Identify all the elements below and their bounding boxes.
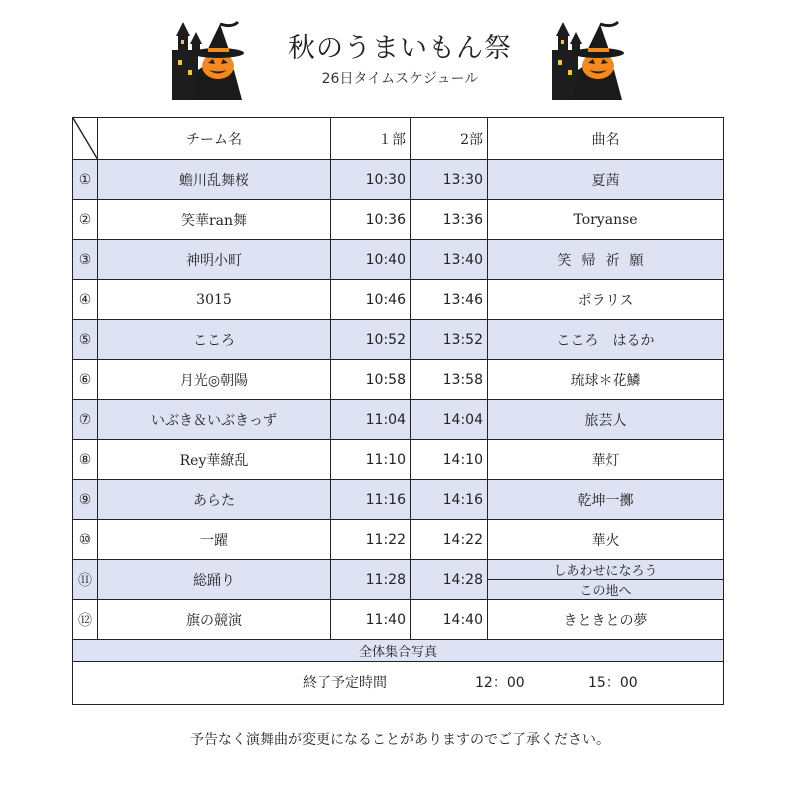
table-row [73, 360, 724, 400]
song-name: 夏茜 [488, 160, 724, 200]
part2-time: 13:58 [411, 360, 488, 400]
team-name: 3015 [98, 280, 331, 320]
part1-time: 10:52 [331, 320, 411, 360]
table-row [73, 240, 724, 280]
part1-time: 10:30 [331, 160, 411, 200]
team-name: 総踊り [98, 560, 331, 600]
team-name: 旗の競演 [98, 600, 331, 640]
part1-time: 10:46 [331, 280, 411, 320]
group-photo-label: 全体集合写真 [73, 640, 724, 662]
team-name: 笑華ran舞 [98, 200, 331, 240]
end-time-cell [73, 662, 724, 705]
part1-time: 10:36 [331, 200, 411, 240]
table-row [73, 200, 724, 240]
part2-time: 13:52 [411, 320, 488, 360]
part2-time: 13:40 [411, 240, 488, 280]
row-number: ⑧ [73, 440, 98, 480]
header [0, 0, 800, 110]
row-number: ⑩ [73, 520, 98, 560]
row-number: ① [73, 160, 98, 200]
song-name-second: この地へ [488, 580, 724, 600]
part2-time: 14:04 [411, 400, 488, 440]
end-time-row [73, 662, 724, 705]
team-name: Rey華繚乱 [98, 440, 331, 480]
row-number: ⑪ [73, 560, 98, 600]
table-row [73, 520, 724, 560]
column-header-team: チーム名 [98, 118, 331, 160]
end-time-part1: 12：00 [475, 675, 525, 691]
part2-time: 14:10 [411, 440, 488, 480]
song-name: ポラリス [488, 280, 724, 320]
part1-time: 11:04 [331, 400, 411, 440]
footer-note: 予告なく演舞曲が変更になることがありますのでご了承ください。 [190, 732, 610, 748]
table-row [73, 280, 724, 320]
row-number: ⑨ [73, 480, 98, 520]
song-name: 琉球＊花鱗 [488, 360, 724, 400]
page-title: 秋のうまいもん祭 [288, 33, 512, 64]
end-time-label: 終了予定時間 [303, 675, 387, 691]
table-row [73, 480, 724, 520]
row-number: ④ [73, 280, 98, 320]
team-name: こころ [98, 320, 331, 360]
song-name: 笑帰祈願 [488, 240, 724, 280]
table-row [73, 400, 724, 440]
team-name: 月光◎朝陽 [98, 360, 331, 400]
row-number: ⑫ [73, 600, 98, 640]
song-name: 華火 [488, 520, 724, 560]
witch-pumpkin-castle-icon [548, 20, 644, 104]
group-photo-row [73, 640, 724, 662]
team-name: あらた [98, 480, 331, 520]
part1-time: 11:28 [331, 560, 411, 600]
team-name: 蟾川乱舞桜 [98, 160, 331, 200]
column-header-part1: １部 [331, 118, 411, 160]
part2-time: 14:40 [411, 600, 488, 640]
part1-time: 11:22 [331, 520, 411, 560]
part2-time: 14:28 [411, 560, 488, 600]
part1-time: 11:16 [331, 480, 411, 520]
team-name: 神明小町 [98, 240, 331, 280]
table-row [73, 560, 724, 580]
team-name: いぶき＆いぶきっず [98, 400, 331, 440]
column-header-song: 曲名 [488, 118, 724, 160]
diagonal-line-icon [73, 118, 98, 160]
header-row [73, 118, 724, 160]
part1-time: 11:40 [331, 600, 411, 640]
column-header-part2: 2部 [411, 118, 488, 160]
row-number: ② [73, 200, 98, 240]
part2-time: 13:36 [411, 200, 488, 240]
corner-cell [73, 118, 98, 160]
song-name: しあわせになろう [488, 560, 724, 580]
part2-time: 13:46 [411, 280, 488, 320]
page-subtitle: 26日タイムスケジュール [321, 71, 479, 87]
row-number: ⑤ [73, 320, 98, 360]
row-number: ③ [73, 240, 98, 280]
row-number: ⑦ [73, 400, 98, 440]
part2-time: 14:16 [411, 480, 488, 520]
part1-time: 11:10 [331, 440, 411, 480]
team-name: 一躍 [98, 520, 331, 560]
part2-time: 13:30 [411, 160, 488, 200]
table-row [73, 440, 724, 480]
song-name: きときとの夢 [488, 600, 724, 640]
row-number: ⑥ [73, 360, 98, 400]
table-row [73, 160, 724, 200]
part1-time: 10:58 [331, 360, 411, 400]
song-name: Toryanse [488, 200, 724, 240]
table-row [73, 600, 724, 640]
schedule-table [72, 117, 724, 705]
end-time-part2: 15：00 [588, 675, 638, 691]
table-row [73, 320, 724, 360]
song-name: 華灯 [488, 440, 724, 480]
song-name: 旅芸人 [488, 400, 724, 440]
song-name: 乾坤一擲 [488, 480, 724, 520]
song-name: こころ はるか [488, 320, 724, 360]
part2-time: 14:22 [411, 520, 488, 560]
part1-time: 10:40 [331, 240, 411, 280]
